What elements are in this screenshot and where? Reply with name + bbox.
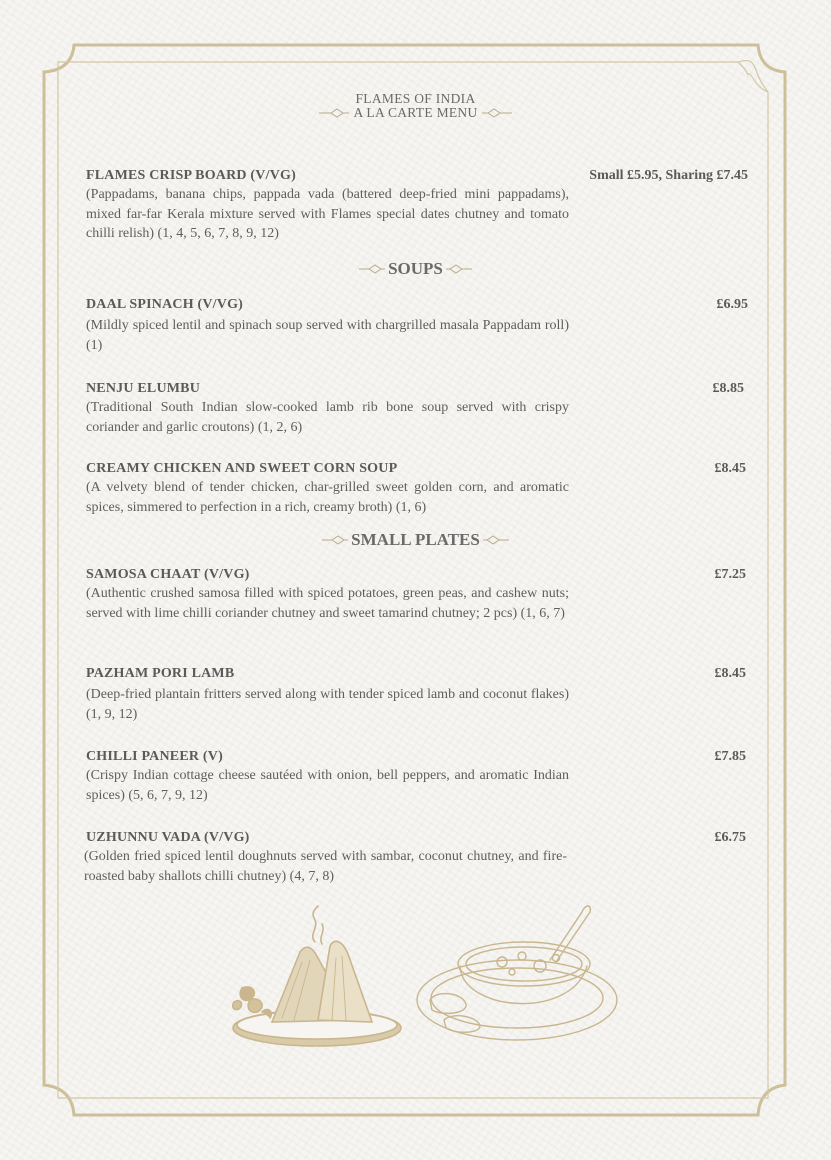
item-price: £6.75 (714, 830, 746, 845)
right-ornament-icon (483, 535, 509, 545)
item-name: PAZHAM PORI LAMB (86, 666, 235, 681)
item-price: £6.95 (716, 297, 748, 312)
item-price: £8.85 (712, 381, 744, 396)
menu-item-chicken-corn-soup (86, 460, 748, 517)
left-ornament-icon (319, 108, 349, 118)
item-description: (Traditional South Indian slow-cooked lamb rib bone soup served with crispy coriander and garlic croutons) (1, 2, 6) (86, 400, 569, 435)
left-ornament-icon (322, 535, 348, 545)
menu-item-pazham-pori-lamb (86, 665, 748, 724)
menu-header (0, 92, 831, 120)
section-title-soups (0, 259, 831, 279)
soup-bowl-illustration-icon (417, 906, 617, 1040)
item-price: £7.85 (714, 749, 746, 764)
item-price: Small £5.95, Sharing £7.45 (589, 168, 748, 183)
item-description: (A velvety blend of tender chicken, char-grilled sweet golden corn, and aromatic spices, simmered to perfection in a rich, creamy broth) (1, 6) (86, 480, 569, 515)
item-description: (Deep-fried plantain fritters served along with tender spiced lamb and coconut flakes) (1, 9, 12) (86, 687, 569, 722)
item-name: SAMOSA CHAAT (V/VG) (86, 567, 250, 582)
menu-item-daal-spinach (86, 296, 748, 355)
item-price: £8.45 (714, 666, 746, 681)
item-description: (Crispy Indian cottage cheese sautéed with onion, bell peppers, and aromatic Indian spices) (5, 6, 7, 9, 12) (86, 768, 569, 803)
item-description: (Pappadams, banana chips, pappada vada (battered deep-fried mini pappadams), mixed far-far Kerala mixture served with Flames special dates chutney and tomato chilli relish) (1, 4, 5, 6, 7, 8, 9, 12) (86, 187, 569, 241)
section-title-text: SOUPS (388, 259, 443, 278)
item-name: FLAMES CRISP BOARD (V/VG) (86, 168, 296, 183)
menu-item-crisp-board (86, 167, 748, 244)
item-name: UZHUNNU VADA (V/VG) (86, 830, 250, 845)
right-ornament-icon (482, 108, 512, 118)
item-description: (Golden fried spiced lentil doughnuts served with sambar, coconut chutney, and fire-roasted baby shallots chilli chutney) (4, 7, 8) (84, 849, 567, 884)
item-name: DAAL SPINACH (V/VG) (86, 297, 244, 312)
item-name: CREAMY CHICKEN AND SWEET CORN SOUP (86, 461, 398, 476)
item-name: CHILLI PANEER (V) (86, 749, 223, 764)
left-ornament-icon (359, 264, 385, 274)
item-price: £8.45 (714, 461, 746, 476)
menu-item-nenju-elumbu (86, 380, 748, 437)
section-title-text: SMALL PLATES (351, 530, 480, 549)
samosa-illustration-icon (233, 906, 401, 1046)
menu-item-chilli-paneer (86, 748, 748, 805)
menu-item-uzhunnu-vada (86, 829, 748, 886)
section-title-small-plates (0, 530, 831, 550)
menu-item-samosa-chaat (86, 566, 748, 623)
item-name: NENJU ELUMBU (86, 381, 201, 396)
restaurant-name: FLAMES OF INDIA (355, 91, 476, 106)
item-price: £7.25 (714, 567, 746, 582)
menu-subtitle: A LA CARTE MENU (353, 105, 478, 120)
item-description: (Mildly spiced lentil and spinach soup served with chargrilled masala Pappadam roll) (1) (86, 318, 569, 353)
menu-subtitle-row (0, 106, 831, 120)
right-ornament-icon (446, 264, 472, 274)
item-description: (Authentic crushed samosa filled with spiced potatoes, green peas, and cashew nuts; served with lime chilli coriander chutney and sweet tamarind chutney; 2 pcs) (1, 6, 7) (86, 586, 569, 621)
food-illustrations (222, 900, 622, 1070)
